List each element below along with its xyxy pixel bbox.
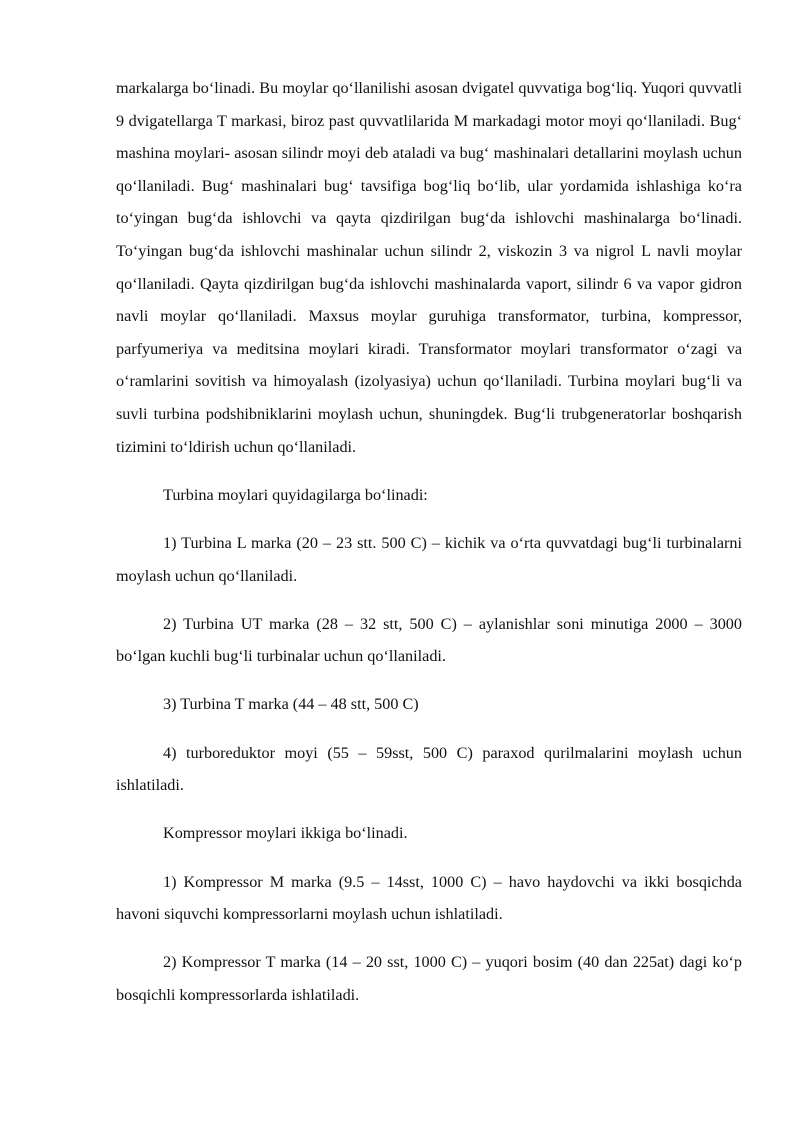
list-item-compressor-m: 1) Kompressor M marka (9.5 – 14sst, 1000 C) – havo haydovchi va ikki bosqichda havoni siquvchi kompressorlarni moylash uchun ishlatiladi. [116,872,742,924]
list-item-turbine-t: 3) Turbina T marka (44 – 48 stt, 500 C) [163,695,419,714]
paragraph-turbine-intro: Turbina moylari quyidagilarga boʻlinadi: [163,485,428,504]
document-body [116,72,742,1012]
paragraph-compressor-intro: Kompressor moylari ikkiga boʻlinadi. [163,824,408,843]
list-item-compressor-t: 2) Kompressor T marka (14 – 20 sst, 1000 C) – yuqori bosim (40 dan 225at) dagi koʻp bosqichli kompressorlarda ishlatiladi. [116,953,742,1004]
list-item-turboreductor: 4) turboreduktor moyi (55 – 59sst, 500 C) paraxod qurilmalarini moylash uchun ishlatiladi. [116,743,742,795]
list-item-turbine-l: 1) Turbina L marka (20 – 23 stt. 500 C) – kichik va oʻrta quvvatdagi bugʻli turbinalarni moylash uchun qoʻllaniladi. [116,533,742,585]
list-item-turbine-ut: 2) Turbina UT marka (28 – 32 stt, 500 C) – aylanishlar soni minutiga 2000 – 3000 boʻlgan kuchli bugʻli turbinalar uchun qoʻllaniladi. [116,614,742,666]
paragraph-lubricant-types: markalarga boʻlinadi. Bu moylar qoʻllanilishi asosan dvigatel quvvatiga bogʻliq. Yuqori quvvatli 9 dvigatellarga T markasi, biroz past quvvatlilarida M markadagi motor moyi qoʻllaniladi. Bugʻ mashina moylari- asosan silindr moyi deb ataladi va bugʻ mashinalari detallarini moylash uchun qoʻllaniladi. Bugʻ mashinalari bugʻ tavsifiga bogʻliq boʻlib, ular yordamida ishlashiga koʻra toʻyingan bugʻda ishlovchi va qayta qizdirilgan bugʻda ishlovchi mashinalarga boʻlinadi. Toʻyingan bugʻda ishlovchi mashinalar uchun silindr 2, viskozin 3 va nigrol L navli moylar qoʻllaniladi. Qayta qizdirilgan bugʻda ishlovchi mashinalarda vaport, silindr 6 va vapor gidron navli moylar qoʻllaniladi. Maxsus moylar guruhiga transformator, turbina, kompressor, parfyumeriya va meditsina moylari kiradi. Transformator moylari transformator oʻzagi va oʻramlarini sovitish va himoyalash (izolyasiya) uchun qoʻllaniladi. Turbina moylari bugʻli va suvli turbina podshibniklarini moylash uchun, shuningdek. Bugʻli trubgeneratorlar boshqarish tizimini toʻldirish uchun qoʻllaniladi. [116,79,742,456]
